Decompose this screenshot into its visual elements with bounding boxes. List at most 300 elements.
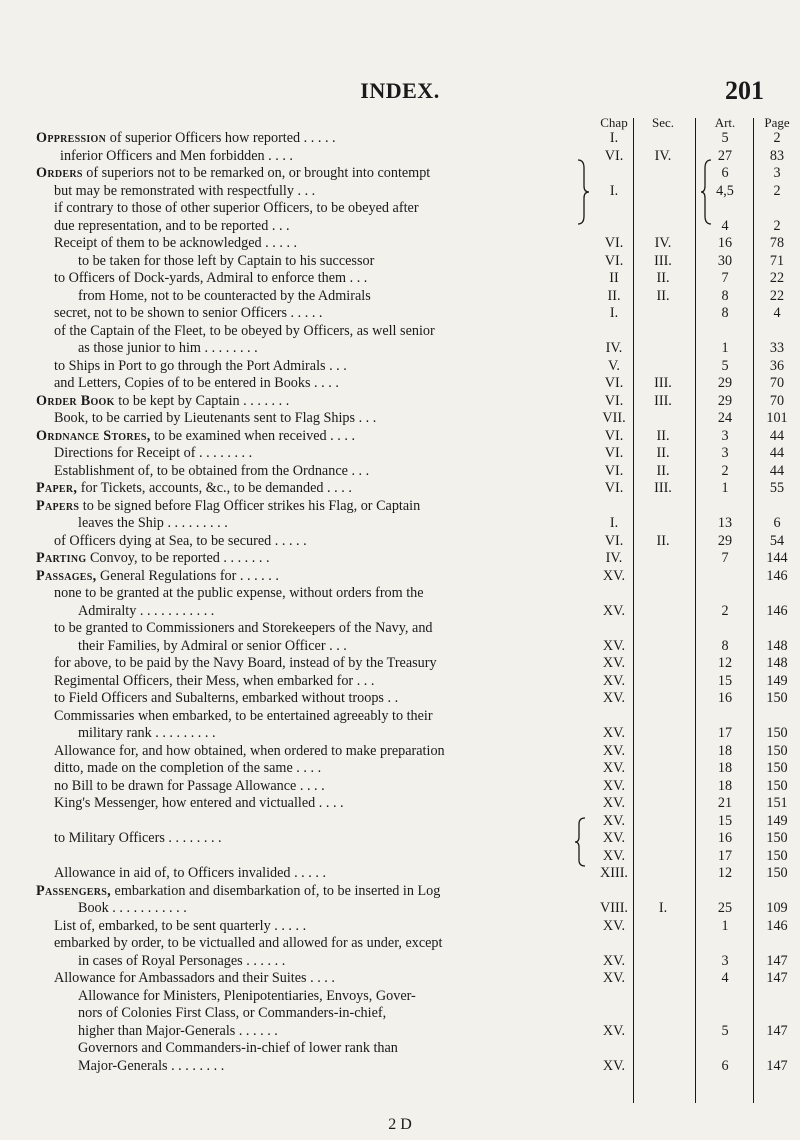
- entry-description: nors of Colonies First Class, or Commanders-in-chief,: [78, 1005, 387, 1021]
- cell-sec: IV.: [654, 235, 672, 251]
- entry-text: [78, 900, 582, 917]
- entry-heading: Parting: [36, 550, 87, 566]
- cell-page: 109: [766, 900, 788, 916]
- index-row: [0, 1005, 800, 1023]
- index-row: [0, 778, 800, 796]
- entry-description: leaves the Ship . . . . . . . . .: [78, 515, 228, 531]
- cell-sec: II.: [656, 445, 670, 461]
- cell-art: 4,5: [716, 182, 734, 199]
- cell-art: 6: [721, 1057, 729, 1074]
- entry-text: [36, 568, 582, 585]
- cell-art: 2: [721, 462, 729, 479]
- index-row: [0, 550, 800, 568]
- cell-art: 3: [721, 445, 729, 461]
- cell-sec: II.: [656, 532, 670, 549]
- index-row: [0, 1040, 800, 1058]
- entry-description: for above, to be paid by the Navy Board, instead of by the Treasury: [54, 655, 437, 671]
- index-row: [0, 918, 800, 936]
- cell-art: 8: [721, 305, 729, 321]
- entry-text: [36, 480, 582, 497]
- entry-text: [54, 778, 582, 795]
- cell-art: 17: [717, 847, 733, 864]
- cell-chap: IV.: [605, 550, 623, 566]
- entry-description: Commissaries when embarked, to be entertained agreeably to their: [54, 707, 433, 724]
- entry-text: [54, 183, 582, 200]
- cell-chap: VI.: [604, 427, 624, 444]
- entry-text: [54, 708, 582, 725]
- page-title: INDEX.: [360, 78, 440, 103]
- cell-chap: I.: [609, 130, 619, 146]
- cell-chap: XIII.: [600, 865, 628, 881]
- index-row: [0, 585, 800, 603]
- cell-art: 18: [717, 760, 733, 776]
- index-row: [0, 393, 800, 411]
- index-row: [0, 183, 800, 201]
- index-row: [0, 725, 800, 743]
- cell-chap: XV.: [602, 725, 626, 741]
- entry-description: ditto, made on the completion of the same . . . .: [54, 760, 322, 776]
- entry-text: [78, 725, 582, 742]
- cell-page: 2: [773, 130, 781, 146]
- orders-right-brace: [576, 158, 590, 226]
- cell-art: 16: [717, 690, 733, 706]
- cell-chap: II: [609, 270, 619, 286]
- cell-page: 55: [769, 480, 785, 496]
- cell-page: 70: [769, 392, 785, 409]
- cell-art: 12: [717, 865, 733, 881]
- cell-sec: I.: [658, 900, 668, 916]
- entry-description: Governors and Commanders-in-chief of lower rank than: [78, 1040, 398, 1056]
- index-row: [0, 445, 800, 463]
- entry-description: of superior Officers how reported . . . . .: [109, 130, 336, 146]
- cell-art: 21: [717, 795, 733, 811]
- index-row: [0, 620, 800, 638]
- cell-page: 147: [766, 970, 788, 986]
- cell-page: 149: [766, 672, 788, 689]
- entry-description: Allowance in aid of, to Officers invalided . . . . .: [54, 865, 326, 881]
- cell-chap: I.: [609, 515, 619, 531]
- cell-art: 1: [721, 480, 729, 496]
- cell-art: 16: [717, 235, 733, 251]
- cell-art: 7: [721, 270, 729, 286]
- entry-description: Major-Generals . . . . . . . .: [78, 1057, 225, 1074]
- entry-description: Convoy, to be reported . . . . . . .: [89, 550, 270, 566]
- military-officers-brace: [574, 816, 586, 868]
- cell-page: 22: [769, 287, 785, 304]
- cell-chap: XV.: [602, 742, 626, 759]
- entry-text: [54, 673, 582, 690]
- entry-heading: Passengers,: [36, 882, 111, 899]
- cell-art: 12: [717, 655, 733, 671]
- entry-heading: Passages,: [36, 567, 97, 584]
- entry-description: secret, not to be shown to senior Officers . . . . .: [54, 305, 323, 321]
- cell-art: 29: [717, 392, 733, 409]
- cell-chap: II.: [607, 287, 621, 304]
- cell-art: 7: [721, 550, 729, 566]
- cell-art: 1: [721, 917, 729, 934]
- cell-page: 4: [773, 305, 781, 321]
- index-row: [0, 795, 800, 813]
- cell-sec: III.: [654, 392, 672, 409]
- cell-page: 149: [766, 812, 788, 829]
- index-row: [0, 480, 800, 498]
- cell-chap: XV.: [602, 672, 626, 689]
- entry-text: [54, 235, 582, 252]
- entry-description: of the Captain of the Fleet, to be obeyed by Officers, as well senior: [54, 322, 435, 339]
- index-row: [0, 970, 800, 988]
- cell-page: 83: [769, 147, 785, 164]
- index-row: [0, 865, 800, 883]
- entry-description: military rank . . . . . . . . .: [78, 725, 216, 741]
- entry-description: List of, embarked, to be sent quarterly . . . . .: [54, 917, 307, 934]
- cell-sec: IV.: [654, 147, 672, 164]
- cell-page: 78: [769, 235, 785, 251]
- index-row: [0, 200, 800, 218]
- cell-page: 148: [766, 655, 788, 671]
- index-row: [0, 235, 800, 253]
- cell-page: 146: [766, 602, 788, 619]
- cell-sec: III.: [654, 252, 672, 269]
- entry-text: [54, 830, 582, 847]
- cell-art: 5: [721, 1022, 729, 1039]
- cell-chap: VI.: [604, 445, 624, 461]
- cell-chap: VI.: [604, 462, 624, 479]
- index-row: [0, 323, 800, 341]
- entry-text: [54, 270, 582, 287]
- index-row: [0, 340, 800, 358]
- cell-page: 44: [769, 445, 785, 461]
- index-row: [0, 603, 800, 621]
- cell-chap: XV.: [602, 1057, 626, 1074]
- entry-heading: Papers: [36, 497, 80, 514]
- cell-page: 54: [769, 532, 785, 549]
- cell-page: 144: [766, 550, 788, 566]
- entry-text: [36, 393, 582, 410]
- entry-text: [36, 130, 582, 147]
- cell-sec: II.: [656, 287, 670, 304]
- cell-art: 6: [721, 165, 729, 181]
- cell-chap: VII.: [602, 410, 626, 426]
- cell-chap: XV.: [602, 655, 626, 671]
- index-row: [0, 533, 800, 551]
- entry-text: [78, 1005, 582, 1022]
- cell-page: 44: [769, 462, 785, 479]
- cell-sec: II.: [656, 462, 670, 479]
- cell-page: 150: [766, 760, 788, 776]
- cell-chap: VI.: [604, 147, 624, 164]
- entry-description: embarkation and disembarkation of, to be inserted in Log: [114, 882, 441, 899]
- entry-text: [78, 515, 582, 532]
- entry-text: [36, 550, 582, 567]
- index-row: [0, 148, 800, 166]
- entry-heading: Orders: [36, 165, 83, 181]
- entry-description: Establishment of, to be obtained from the Ordnance . . .: [54, 462, 370, 479]
- index-row: [0, 935, 800, 953]
- cell-sec: II.: [656, 270, 670, 286]
- entry-text: [54, 585, 582, 602]
- entry-description: embarked by order, to be victualled and allowed for as under, except: [54, 935, 443, 951]
- entry-heading: Oppression: [36, 130, 107, 146]
- cell-chap: XV.: [602, 760, 626, 776]
- entry-text: [78, 1058, 582, 1075]
- cell-sec: III.: [654, 480, 672, 496]
- entry-description: for Tickets, accounts, &c., to be demanded . . . .: [80, 480, 352, 496]
- cell-page: 147: [766, 1057, 788, 1074]
- entry-text: [54, 970, 582, 987]
- cell-chap: VIII.: [600, 900, 628, 916]
- index-row: [0, 900, 800, 918]
- cell-art: 25: [717, 900, 733, 916]
- cell-chap: IV.: [605, 340, 623, 356]
- entry-description: Book, to be carried by Lieutenants sent to Flag Ships . . .: [54, 410, 377, 426]
- entry-text: [54, 690, 582, 707]
- cell-sec: II.: [656, 427, 670, 444]
- cell-chap: VI.: [604, 235, 624, 251]
- cell-chap: VI.: [604, 532, 624, 549]
- cell-page: 2: [773, 217, 781, 234]
- cell-page: 33: [769, 340, 785, 356]
- cell-page: 150: [766, 725, 788, 741]
- index-row: [0, 813, 800, 831]
- cell-art: 4: [721, 217, 729, 234]
- cell-chap: XV.: [602, 970, 626, 986]
- cell-page: 150: [766, 777, 788, 794]
- cell-page: 147: [766, 1022, 788, 1039]
- cell-page: 6: [773, 515, 781, 531]
- cell-page: 70: [769, 375, 785, 391]
- cell-sec: III.: [654, 375, 672, 391]
- entry-text: [54, 935, 582, 952]
- entry-text: [54, 358, 582, 375]
- entry-description: to be examined when received . . . .: [154, 427, 356, 444]
- entry-description: to Officers of Dock-yards, Admiral to enforce them . . .: [54, 270, 368, 286]
- index-row: [0, 743, 800, 761]
- entry-description: to be signed before Flag Officer strikes his Flag, or Captain: [82, 497, 421, 514]
- cell-chap: VI.: [604, 252, 624, 269]
- cell-chap: V.: [608, 357, 620, 374]
- entry-text: [78, 988, 582, 1005]
- entry-text: [54, 410, 582, 427]
- cell-page: 150: [766, 830, 788, 846]
- index-row: [0, 253, 800, 271]
- cell-chap: I.: [609, 305, 619, 321]
- cell-chap: XV.: [602, 690, 626, 706]
- cell-art: 24: [717, 410, 733, 426]
- entry-description: Book . . . . . . . . . . .: [78, 900, 187, 916]
- entry-description: Regimental Officers, their Mess, when embarked for . . .: [54, 672, 375, 689]
- index-row: [0, 428, 800, 446]
- cell-art: 13: [717, 515, 733, 531]
- cell-page: 151: [766, 795, 788, 811]
- entry-description: to Ships in Port to go through the Port Admirals . . .: [54, 357, 347, 374]
- entry-description: as those junior to him . . . . . . . .: [78, 340, 258, 356]
- entry-text: [54, 655, 582, 672]
- entry-text: [54, 918, 582, 935]
- index-row: [0, 883, 800, 901]
- entry-heading: Paper,: [36, 480, 78, 496]
- cell-art: 3: [721, 427, 729, 444]
- entry-text: [36, 883, 582, 900]
- cell-page: 3: [773, 165, 781, 181]
- entry-description: Allowance for Ambassadors and their Suites . . . .: [54, 970, 335, 986]
- entry-description: to be taken for those left by Captain to his successor: [78, 252, 375, 269]
- cell-chap: XV.: [602, 567, 626, 584]
- cell-art: 8: [721, 637, 729, 654]
- cell-page: 71: [769, 252, 785, 269]
- cell-art: 30: [717, 252, 733, 269]
- cell-page: 2: [773, 182, 781, 199]
- index-row: [0, 375, 800, 393]
- entry-text: [78, 288, 582, 305]
- cell-art: 4: [721, 970, 729, 986]
- index-row: [0, 463, 800, 481]
- index-row: [0, 655, 800, 673]
- cell-art: 3: [721, 952, 729, 969]
- cell-chap: XV.: [602, 917, 626, 934]
- entry-text: [54, 865, 582, 882]
- entry-description: inferior Officers and Men forbidden . . . .: [60, 147, 293, 164]
- entry-description: to Military Officers . . . . . . . .: [54, 830, 222, 846]
- entry-text: [78, 253, 582, 270]
- cell-chap: I.: [609, 182, 619, 199]
- entry-description: from Home, not to be counteracted by the Admirals: [78, 287, 371, 304]
- index-entries: [0, 130, 800, 1075]
- index-row: [0, 848, 800, 866]
- index-row: [0, 568, 800, 586]
- entry-description: if contrary to those of other superior Officers, to be obeyed after: [54, 200, 419, 216]
- index-row: [0, 1023, 800, 1041]
- cell-page: 101: [766, 410, 788, 426]
- column-header-art: Art.: [714, 115, 736, 130]
- index-row: [0, 638, 800, 656]
- entry-text: [54, 323, 582, 340]
- index-row: [0, 708, 800, 726]
- cell-art: 27: [717, 147, 733, 164]
- entry-description: higher than Major-Generals . . . . . .: [78, 1022, 278, 1039]
- cell-chap: XV.: [602, 795, 626, 811]
- index-row: [0, 130, 800, 148]
- index-row: [0, 760, 800, 778]
- entry-description: their Families, by Admiral or senior Officer . . .: [78, 637, 347, 654]
- entry-text: [54, 743, 582, 760]
- entry-description: to Field Officers and Subalterns, embarked without troops . .: [54, 690, 399, 706]
- signature-mark: 2 D: [388, 1116, 412, 1133]
- cell-page: 150: [766, 690, 788, 706]
- entry-text: [78, 1023, 582, 1040]
- index-row: [0, 690, 800, 708]
- cell-chap: XV.: [602, 602, 626, 619]
- entry-description: Receipt of them to be acknowledged . . . . .: [54, 235, 298, 251]
- index-row: [0, 218, 800, 236]
- entry-text: [54, 305, 582, 322]
- index-row: [0, 305, 800, 323]
- entry-text: [36, 498, 582, 515]
- index-row: [0, 288, 800, 306]
- entry-description: none to be granted at the public expense, without orders from the: [54, 585, 424, 601]
- cell-page: 22: [769, 270, 785, 286]
- entry-heading: Order Book: [36, 392, 115, 409]
- entry-description: Allowance for, and how obtained, when ordered to make preparation: [54, 742, 445, 759]
- entry-description: of superiors not to be remarked on, or brought into contempt: [86, 165, 431, 181]
- entry-description: in cases of Royal Personages . . . . . .: [78, 952, 286, 969]
- cell-art: 2: [721, 602, 729, 619]
- cell-art: 1: [721, 340, 729, 356]
- cell-page: 36: [769, 357, 785, 374]
- entry-description: Admiralty . . . . . . . . . . .: [78, 602, 215, 619]
- cell-art: 15: [717, 812, 733, 829]
- cell-page: 146: [766, 567, 788, 584]
- entry-text: [78, 638, 582, 655]
- entry-description: Directions for Receipt of . . . . . . . .: [54, 445, 253, 461]
- entry-text: [54, 620, 582, 637]
- entry-description: and Letters, Copies of to be entered in Books . . . .: [54, 375, 339, 391]
- entry-text: [78, 340, 582, 357]
- entry-description: due representation, and to be reported . . .: [54, 217, 290, 234]
- cell-chap: VI.: [604, 375, 624, 391]
- entry-text: [54, 218, 582, 235]
- cell-page: 44: [769, 427, 785, 444]
- cell-page: 148: [766, 637, 788, 654]
- index-row: [0, 953, 800, 971]
- index-row: [0, 165, 800, 183]
- index-row: [0, 498, 800, 516]
- entry-text: [54, 463, 582, 480]
- cell-chap: XV.: [602, 777, 626, 794]
- index-row: [0, 410, 800, 428]
- index-row: [0, 270, 800, 288]
- cell-art: 17: [717, 725, 733, 741]
- cell-chap: XV.: [602, 812, 626, 829]
- index-row: [0, 358, 800, 376]
- entry-text: [54, 760, 582, 777]
- cell-art: 18: [717, 777, 733, 794]
- index-row: [0, 830, 800, 848]
- cell-art: 29: [717, 375, 733, 391]
- cell-art: 29: [717, 532, 733, 549]
- entry-text: [36, 428, 582, 445]
- orders-art-brace: [700, 158, 712, 226]
- entry-text: [78, 953, 582, 970]
- cell-chap: XV.: [602, 952, 626, 969]
- entry-text: [78, 603, 582, 620]
- cell-chap: VI.: [604, 480, 624, 496]
- page-number: 201: [725, 76, 764, 105]
- cell-art: 18: [717, 742, 733, 759]
- entry-text: [54, 375, 582, 392]
- entry-description: King's Messenger, how entered and victualled . . . .: [54, 795, 344, 811]
- index-row: [0, 673, 800, 691]
- entry-text: [54, 200, 582, 217]
- entry-text: [78, 1040, 582, 1057]
- entry-text: [54, 445, 582, 462]
- entry-text: [60, 148, 582, 165]
- entry-description: to be granted to Commissioners and Storekeepers of the Navy, and: [54, 620, 433, 636]
- cell-chap: VI.: [604, 392, 624, 409]
- cell-chap: XV.: [602, 847, 626, 864]
- entry-description: of Officers dying at Sea, to be secured . . . . .: [54, 532, 307, 549]
- cell-page: 147: [766, 952, 788, 969]
- cell-page: 150: [766, 865, 788, 881]
- entry-description: Allowance for Ministers, Plenipotentiaries, Envoys, Gover-: [78, 987, 416, 1004]
- index-row: [0, 515, 800, 533]
- entry-text: [36, 165, 582, 182]
- cell-page: 150: [766, 742, 788, 759]
- entry-description: but may be remonstrated with respectfully . . .: [54, 182, 316, 199]
- entry-heading: Ordnance Stores,: [36, 427, 151, 444]
- index-row: [0, 988, 800, 1006]
- cell-art: 15: [717, 672, 733, 689]
- cell-chap: XV.: [602, 830, 626, 846]
